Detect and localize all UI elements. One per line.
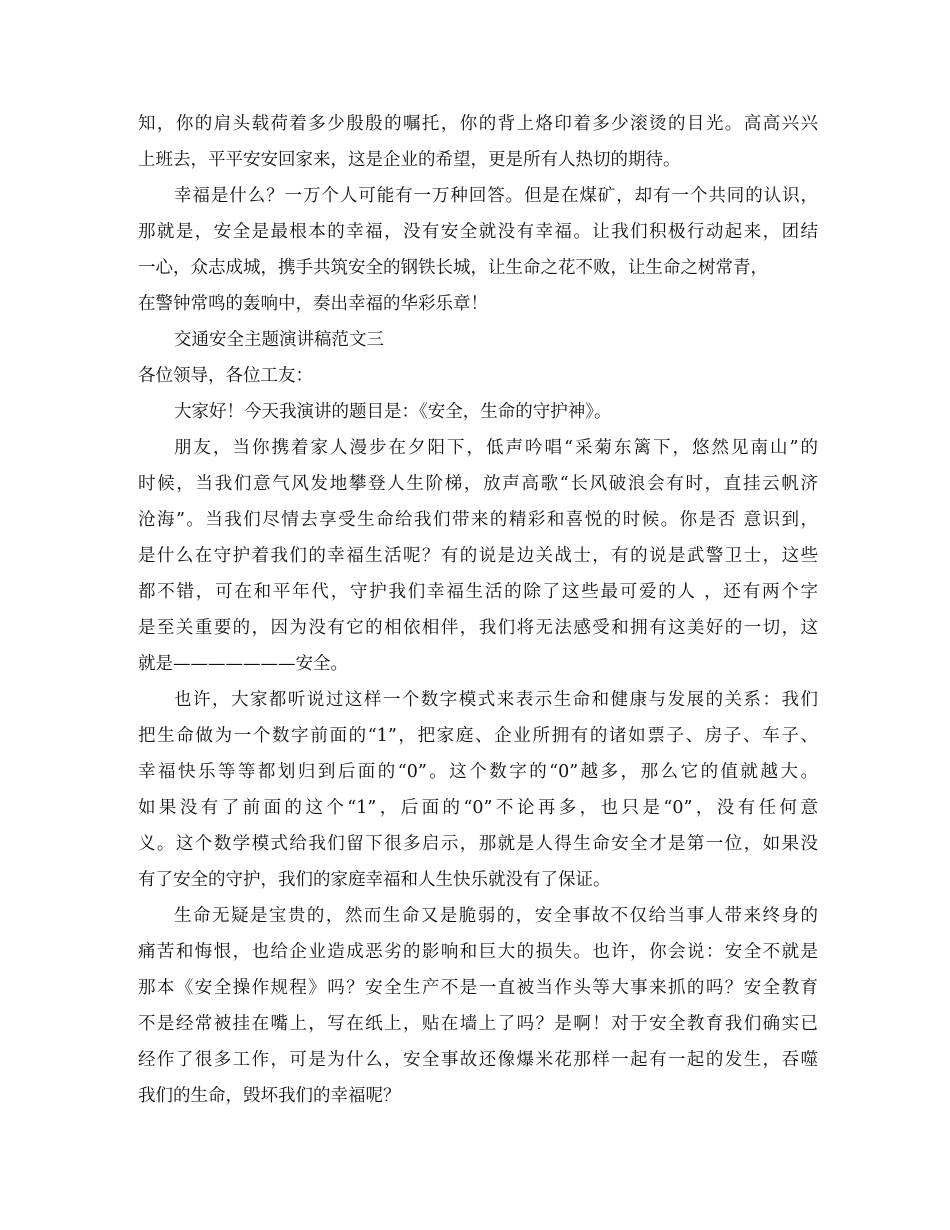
section-heading: 交通安全主题演讲稿范文三 <box>174 330 384 350</box>
text-line: 幸福快乐等等都划归到后面的“0”。这个数字的“0”越多，那么它的值就越大。 <box>138 762 818 782</box>
paragraph-first-line: 幸福是什么？一万个人可能有一万种回答。但是在煤矿，却有一个共同的认识， <box>174 186 818 206</box>
text-line: 是什么在守护着我们的幸福生活呢？有的说是边关战士，有的说是武警卫士，这些 <box>138 546 818 566</box>
text-line: 是至关重要的，因为没有它的相依相伴，我们将无法感受和拥有这美好的一切，这 <box>138 618 818 638</box>
text-line: 就是———————安全。 <box>138 654 348 674</box>
paragraph-first-line: 朋友，当你携着家人漫步在夕阳下，低声吟唱“采菊东篱下，悠然见南山”的 <box>174 438 818 458</box>
text-line: 把生命做为一个数字前面的“1”，把家庭、企业所拥有的诸如票子、房子、车子、 <box>138 726 818 746</box>
text-line: 都不错，可在和平年代，守护我们幸福生活的除了这些最可爱的人 ，还有两个字 <box>138 582 818 602</box>
text-line: 有了安全的守护，我们的家庭幸福和人生快乐就没有了保证。 <box>138 870 611 890</box>
text-line: 那就是，安全是最根本的幸福，没有安全就没有幸福。让我们积极行动起来，团结 <box>138 222 818 242</box>
text-line: 经作了很多工作，可是为什么，安全事故还像爆米花那样一起有一起的发生，吞噬 <box>138 1050 818 1070</box>
text-line: 如果没有了前面的这个“1”，后面的“0”不论再多，也只是“0”，没有任何意 <box>138 798 818 818</box>
text-line: 一心，众志成城，携手共筑安全的钢铁长城，让生命之花不败，让生命之树常青， <box>138 258 768 278</box>
document-body <box>138 106 818 1114</box>
text-line: 沧海”。当我们尽情去享受生命给我们带来的精彩和喜悦的时候。你是否 意识到， <box>138 510 818 530</box>
text-line: 时候，当我们意气风发地攀登人生阶梯，放声高歌“长风破浪会有时，直挂云帆济 <box>138 474 818 494</box>
text-line: 知，你的肩头载荷着多少殷殷的嘱托，你的背上烙印着多少滚烫的目光。高高兴兴 <box>138 114 818 134</box>
text-line: 不是经常被挂在嘴上，写在纸上，贴在墙上了吗？是啊！对于安全教育我们确实已 <box>138 1014 818 1034</box>
paragraph-first-line: 也许，大家都听说过这样一个数字模式来表示生命和健康与发展的关系：我们 <box>174 690 818 710</box>
text-line: 在警钟常鸣的轰响中，奏出幸福的华彩乐章！ <box>138 294 488 314</box>
text-line: 义。这个数学模式给我们留下很多启示，那就是人得生命安全才是第一位，如果没 <box>138 834 818 854</box>
text-line: 我们的生命，毁坏我们的幸福呢？ <box>138 1086 401 1106</box>
salutation: 各位领导，各位工友： <box>138 366 313 386</box>
paragraph-first-line: 大家好！今天我演讲的题目是：《安全，生命的守护神》。 <box>174 402 612 422</box>
text-line: 上班去，平平安安回家来，这是企业的希望，更是所有人热切的期待。 <box>138 150 681 170</box>
paragraph-first-line: 生命无疑是宝贵的，然而生命又是脆弱的，安全事故不仅给当事人带来终身的 <box>174 906 818 926</box>
text-line: 痛苦和悔恨，也给企业造成恶劣的影响和巨大的损失。也许，你会说：安全不就是 <box>138 942 818 962</box>
text-line: 那本《安全操作规程》吗？安全生产不是一直被当作头等大事来抓的吗？安全教育 <box>138 978 818 998</box>
